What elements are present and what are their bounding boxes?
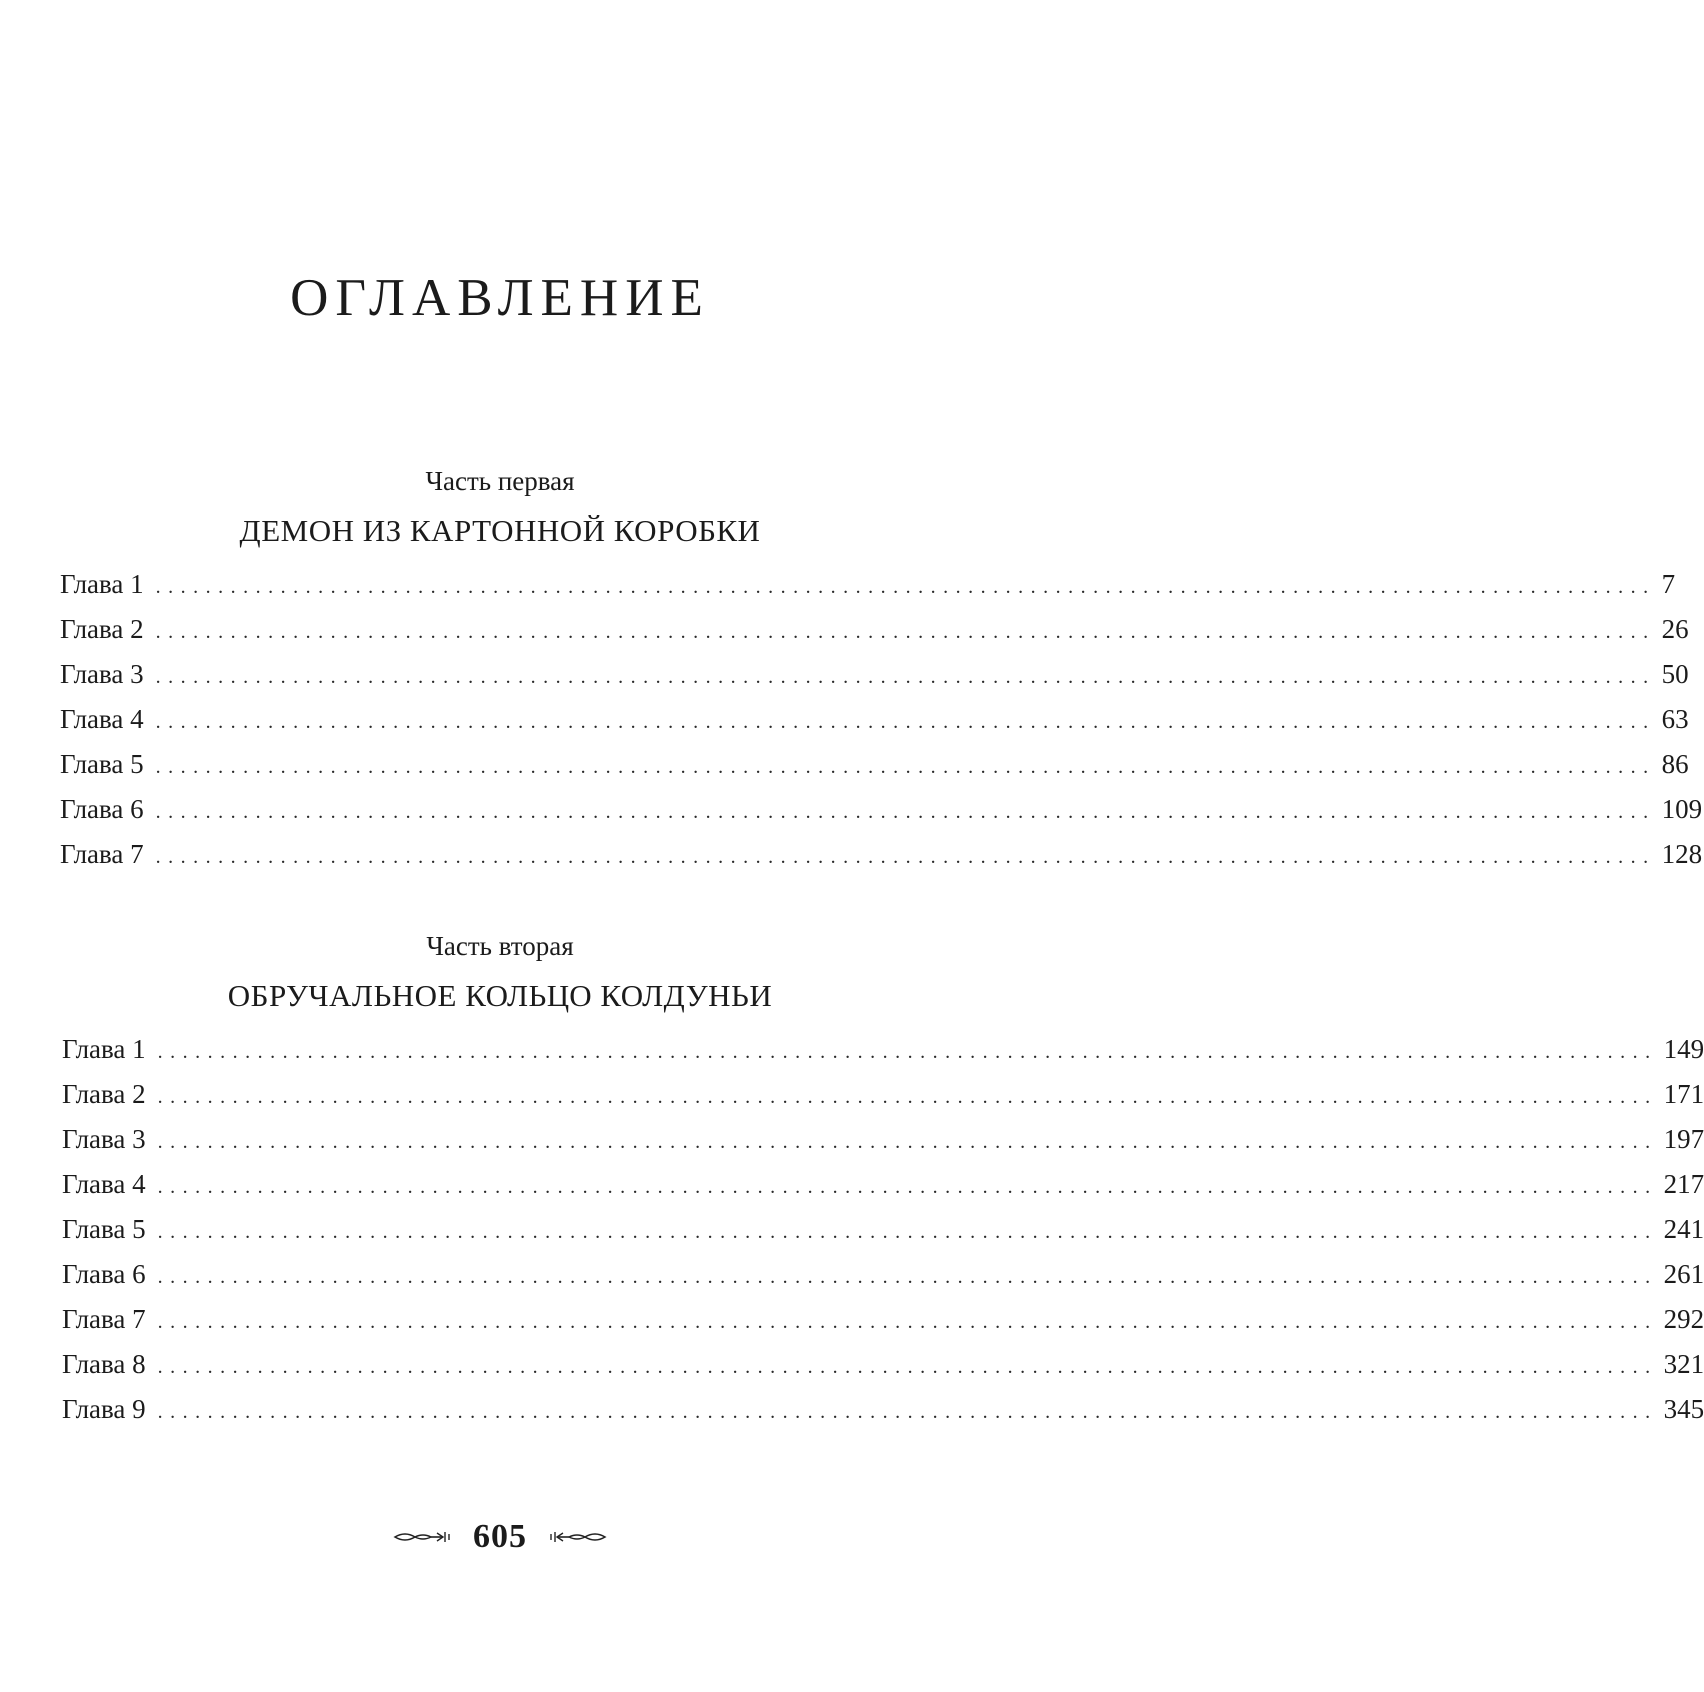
toc-entry-label: Глава 6 — [60, 794, 144, 824]
toc-entry[interactable] — [62, 1304, 1704, 1349]
toc-entry-page: 128 — [1661, 839, 1703, 869]
toc-entry-page: 171 — [1663, 1079, 1704, 1109]
toc-entry[interactable] — [62, 1169, 1704, 1214]
dot-leader: ........................................................................................................................ — [157, 1086, 1658, 1108]
toc-entry-label: Глава 1 — [62, 1034, 146, 1064]
toc-entry-page: 7 — [1661, 569, 1676, 599]
part-1-label: Часть первая — [425, 466, 575, 496]
dot-leader: ........................................................................................................................ — [157, 1401, 1658, 1423]
toc-entry-page: 261 — [1663, 1259, 1704, 1289]
page-title: ОГЛАВЛЕНИЕ — [290, 268, 710, 327]
toc-entry[interactable] — [60, 704, 1689, 749]
toc-entry[interactable] — [60, 659, 1689, 704]
dot-leader: ........................................................................................................................ — [157, 1356, 1658, 1378]
toc-entry-label: Глава 6 — [62, 1259, 146, 1289]
toc-entry-label: Глава 7 — [60, 839, 144, 869]
toc-entry-label: Глава 5 — [62, 1214, 146, 1244]
toc-entry[interactable] — [60, 749, 1689, 794]
toc-entry-page: 345 — [1663, 1394, 1704, 1424]
toc-entry-page: 217 — [1663, 1169, 1704, 1199]
toc-entry-label: Глава 2 — [62, 1079, 146, 1109]
toc-entry[interactable] — [60, 839, 1703, 884]
toc-entry[interactable] — [62, 1259, 1704, 1304]
page-footer — [0, 1518, 1000, 1556]
part-2-heading — [0, 931, 1000, 1013]
dot-leader: ........................................................................................................................ — [157, 1176, 1658, 1198]
toc-entry-page: 86 — [1661, 749, 1689, 779]
dot-leader: ........................................................................................................................ — [155, 711, 1656, 733]
dot-leader: ........................................................................................................................ — [157, 1221, 1658, 1243]
dot-leader: ........................................................................................................................ — [155, 576, 1656, 598]
toc-entry-label: Глава 3 — [62, 1124, 146, 1154]
toc-entry-page: 197 — [1663, 1124, 1704, 1154]
left-ornament-icon — [393, 1528, 455, 1546]
toc-entry[interactable] — [62, 1349, 1704, 1394]
toc-entry-label: Глава 7 — [62, 1304, 146, 1334]
dot-leader: ........................................................................................................................ — [155, 621, 1656, 643]
toc-entry-label: Глава 4 — [60, 704, 144, 734]
toc-entry-page: 109 — [1661, 794, 1703, 824]
dot-leader: ........................................................................................................................ — [157, 1131, 1658, 1153]
dot-leader: ........................................................................................................................ — [157, 1311, 1658, 1333]
part-2-label: Часть вторая — [426, 931, 574, 961]
toc-entry-page: 321 — [1663, 1349, 1704, 1379]
toc-entry-label: Глава 9 — [62, 1394, 146, 1424]
dot-leader: ........................................................................................................................ — [157, 1041, 1658, 1063]
toc-entry-page: 292 — [1663, 1304, 1704, 1334]
toc-entry[interactable] — [62, 1394, 1704, 1439]
part-2-name: ОБРУЧАЛЬНОЕ КОЛЬЦО КОЛДУНЬИ — [227, 978, 773, 1013]
toc-entry[interactable] — [60, 569, 1676, 614]
toc-entry-page: 63 — [1661, 704, 1689, 734]
toc-entry-label: Глава 5 — [60, 749, 144, 779]
toc-entry-page: 149 — [1663, 1034, 1704, 1064]
toc-entry[interactable] — [62, 1079, 1704, 1124]
toc-entry-page: 26 — [1661, 614, 1689, 644]
part-1-name: ДЕМОН ИЗ КАРТОННОЙ КОРОБКИ — [239, 513, 761, 548]
toc-entry[interactable] — [62, 1034, 1704, 1079]
page-number: 605 — [473, 1518, 527, 1555]
toc-entry-page: 50 — [1661, 659, 1689, 689]
toc-entry-label: Глава 3 — [60, 659, 144, 689]
toc-entry[interactable] — [62, 1214, 1704, 1259]
toc-entry-label: Глава 4 — [62, 1169, 146, 1199]
right-ornament-icon — [545, 1528, 607, 1546]
part-1-heading — [0, 466, 1000, 548]
dot-leader: ........................................................................................................................ — [157, 1266, 1658, 1288]
toc-entry-label: Глава 1 — [60, 569, 144, 599]
dot-leader: ........................................................................................................................ — [155, 666, 1656, 688]
dot-leader: ........................................................................................................................ — [155, 846, 1656, 868]
toc-entry-label: Глава 8 — [62, 1349, 146, 1379]
toc-entry-page: 241 — [1663, 1214, 1704, 1244]
dot-leader: ........................................................................................................................ — [155, 801, 1656, 823]
toc-entry[interactable] — [60, 794, 1703, 839]
dot-leader: ........................................................................................................................ — [155, 756, 1656, 778]
toc-entry[interactable] — [60, 614, 1689, 659]
toc-entry-label: Глава 2 — [60, 614, 144, 644]
toc-entry[interactable] — [62, 1124, 1704, 1169]
